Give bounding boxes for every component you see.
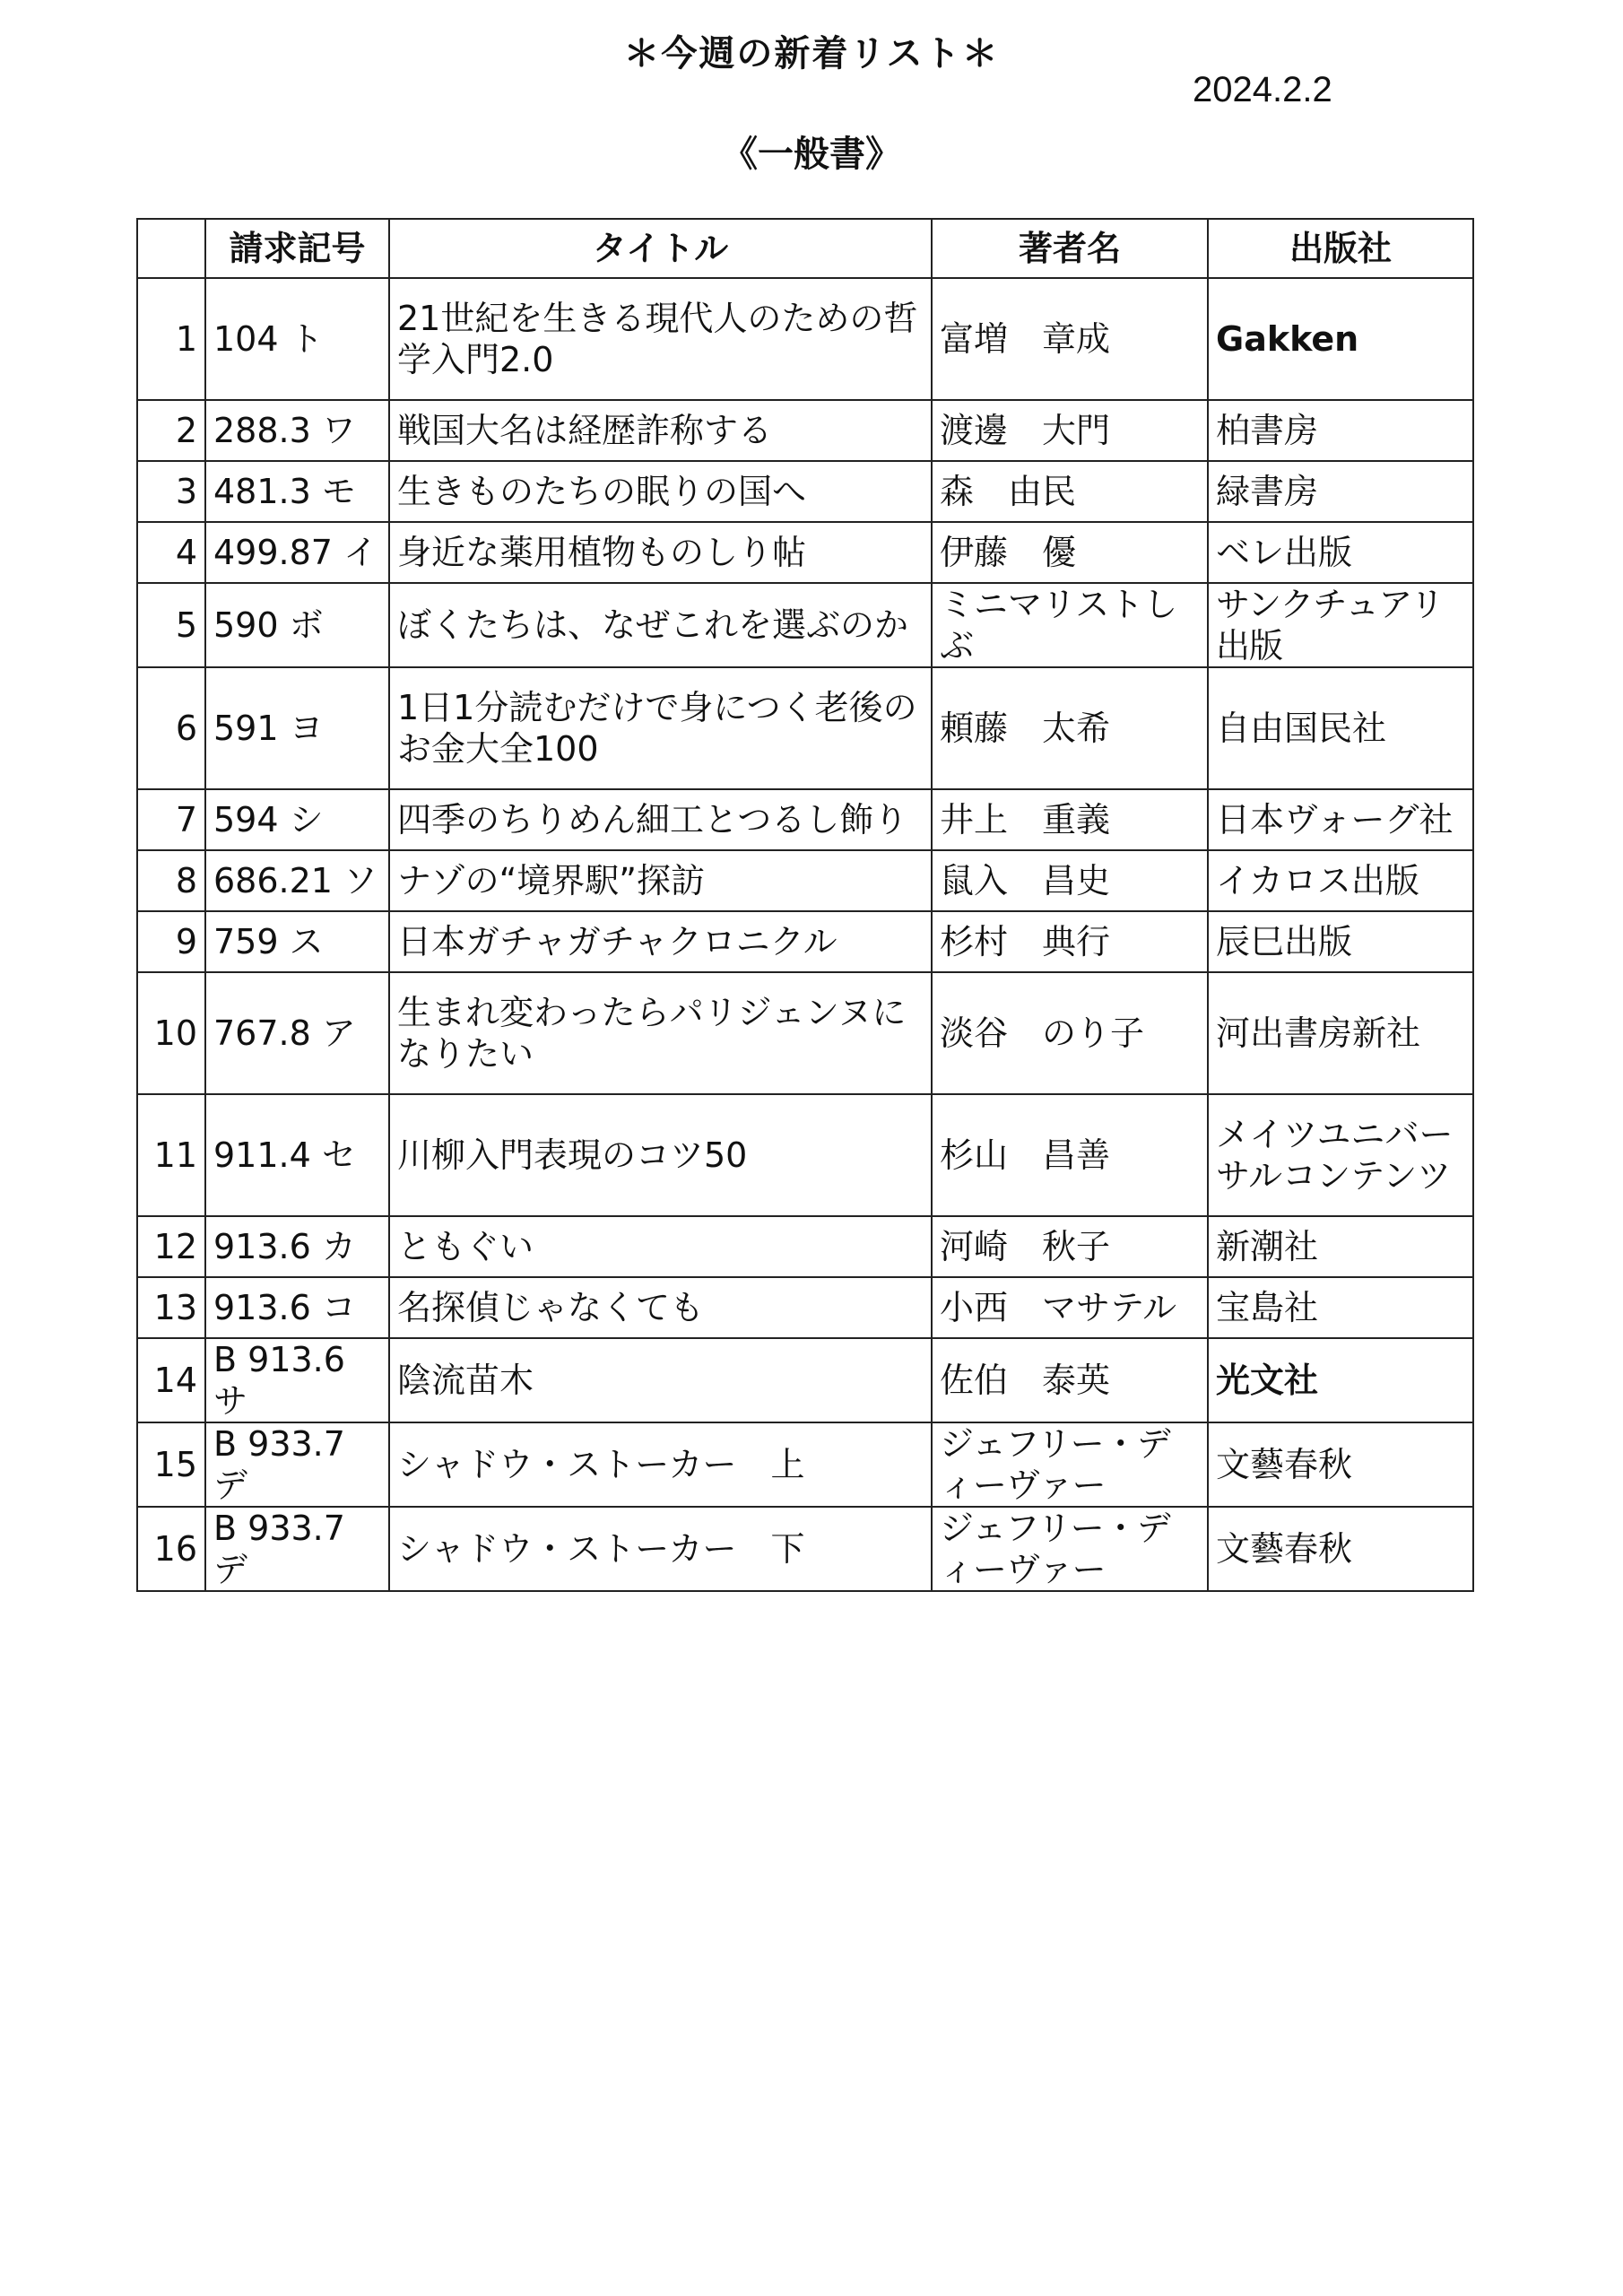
call-number: 913.6 コ <box>205 1277 389 1338</box>
table-row <box>137 1216 1473 1277</box>
row-number: 9 <box>137 911 205 972</box>
table-row <box>137 522 1473 583</box>
call-number: 686.21 ソ <box>205 850 389 911</box>
column-header-number <box>137 219 205 278</box>
call-number: B 933.7 デ <box>205 1507 389 1591</box>
table-row <box>137 667 1473 789</box>
column-header-title: タイトル <box>389 219 932 278</box>
author-name: ジェフリー・ディーヴァー <box>932 1422 1208 1507</box>
author-name: ジェフリー・ディーヴァー <box>932 1507 1208 1591</box>
call-number: 591 ヨ <box>205 667 389 789</box>
book-title: 21世紀を生きる現代人のための哲学入門2.0 <box>389 278 932 400</box>
publisher-name: 文藝春秋 <box>1208 1507 1473 1591</box>
table-row <box>137 1338 1473 1422</box>
list-date: 2024.2.2 <box>1193 70 1332 109</box>
book-title: 四季のちりめん細工とつるし飾り <box>389 789 932 850</box>
book-title: 生まれ変わったらパリジェンヌになりたい <box>389 972 932 1094</box>
book-title: 戦国大名は経歴詐称する <box>389 400 932 461</box>
author-name: 杉山 昌善 <box>932 1094 1208 1216</box>
call-number: 767.8 ア <box>205 972 389 1094</box>
publisher-name: ベレ出版 <box>1208 522 1473 583</box>
book-title: 1日1分読むだけで身につく老後のお金大全100 <box>389 667 932 789</box>
publisher-name: メイツユニバーサルコンテンツ <box>1208 1094 1473 1216</box>
call-number: 481.3 モ <box>205 461 389 522</box>
call-number: 104 ト <box>205 278 389 400</box>
call-number: B 933.7 デ <box>205 1422 389 1507</box>
row-number: 15 <box>137 1422 205 1507</box>
call-number: 288.3 ワ <box>205 400 389 461</box>
author-name: 河崎 秋子 <box>932 1216 1208 1277</box>
row-number: 1 <box>137 278 205 400</box>
call-number: B 913.6 サ <box>205 1338 389 1422</box>
book-title: 川柳入門表現のコツ50 <box>389 1094 932 1216</box>
author-name: 頼藤 太希 <box>932 667 1208 789</box>
table-row <box>137 972 1473 1094</box>
author-name: 渡邊 大門 <box>932 400 1208 461</box>
author-name: 富増 章成 <box>932 278 1208 400</box>
publisher-name: 光文社 <box>1208 1338 1473 1422</box>
table-header-row <box>137 219 1473 278</box>
book-title: シャドウ・ストーカー 上 <box>389 1422 932 1507</box>
table-row <box>137 1422 1473 1507</box>
publisher-name: 辰巳出版 <box>1208 911 1473 972</box>
book-title: 名探偵じゃなくても <box>389 1277 932 1338</box>
publisher-name: 新潮社 <box>1208 1216 1473 1277</box>
column-header-author: 著者名 <box>932 219 1208 278</box>
publisher-name: 柏書房 <box>1208 400 1473 461</box>
author-name: 杉村 典行 <box>932 911 1208 972</box>
author-name: 淡谷 のり子 <box>932 972 1208 1094</box>
publisher-name: 緑書房 <box>1208 461 1473 522</box>
publisher-name: イカロス出版 <box>1208 850 1473 911</box>
table-row <box>137 1094 1473 1216</box>
row-number: 5 <box>137 583 205 667</box>
author-name: 佐伯 泰英 <box>932 1338 1208 1422</box>
book-title: ともぐい <box>389 1216 932 1277</box>
row-number: 3 <box>137 461 205 522</box>
column-header-publisher: 出版社 <box>1208 219 1473 278</box>
call-number: 590 ボ <box>205 583 389 667</box>
book-title: 陰流苗木 <box>389 1338 932 1422</box>
row-number: 11 <box>137 1094 205 1216</box>
row-number: 2 <box>137 400 205 461</box>
page-title: ＊今週の新着リスト＊ <box>623 33 1000 74</box>
book-title: 身近な薬用植物ものしり帖 <box>389 522 932 583</box>
publisher-name: 宝島社 <box>1208 1277 1473 1338</box>
author-name: 鼠入 昌史 <box>932 850 1208 911</box>
book-title: 日本ガチャガチャクロニクル <box>389 911 932 972</box>
author-name: 森 由民 <box>932 461 1208 522</box>
row-number: 13 <box>137 1277 205 1338</box>
book-title: ナゾの“境界駅”探訪 <box>389 850 932 911</box>
table-row <box>137 583 1473 667</box>
table-row <box>137 850 1473 911</box>
row-number: 10 <box>137 972 205 1094</box>
book-title: シャドウ・ストーカー 下 <box>389 1507 932 1591</box>
author-name: 井上 重義 <box>932 789 1208 850</box>
publisher-name: サンクチュアリ出版 <box>1208 583 1473 667</box>
publisher-name: Gakken <box>1208 278 1473 400</box>
call-number: 911.4 セ <box>205 1094 389 1216</box>
table-row <box>137 400 1473 461</box>
row-number: 7 <box>137 789 205 850</box>
author-name: 伊藤 優 <box>932 522 1208 583</box>
table-row <box>137 278 1473 400</box>
call-number: 759 ス <box>205 911 389 972</box>
author-name: ミニマリストしぶ <box>932 583 1208 667</box>
row-number: 6 <box>137 667 205 789</box>
book-title: ぼくたちは、なぜこれを選ぶのか <box>389 583 932 667</box>
publisher-name: 河出書房新社 <box>1208 972 1473 1094</box>
row-number: 14 <box>137 1338 205 1422</box>
column-header-call-number: 請求記号 <box>205 219 389 278</box>
book-title: 生きものたちの眠りの国へ <box>389 461 932 522</box>
call-number: 499.87 イ <box>205 522 389 583</box>
publisher-name: 文藝春秋 <box>1208 1422 1473 1507</box>
category-heading: 《一般書》 <box>722 134 901 175</box>
publisher-name: 自由国民社 <box>1208 667 1473 789</box>
table-row <box>137 1507 1473 1591</box>
table-row <box>137 461 1473 522</box>
call-number: 594 シ <box>205 789 389 850</box>
table-row <box>137 911 1473 972</box>
row-number: 8 <box>137 850 205 911</box>
table-row <box>137 1277 1473 1338</box>
table-row <box>137 789 1473 850</box>
row-number: 12 <box>137 1216 205 1277</box>
call-number: 913.6 カ <box>205 1216 389 1277</box>
row-number: 4 <box>137 522 205 583</box>
publisher-name: 日本ヴォーグ社 <box>1208 789 1473 850</box>
author-name: 小西 マサテル <box>932 1277 1208 1338</box>
new-books-table <box>136 218 1474 1592</box>
row-number: 16 <box>137 1507 205 1591</box>
